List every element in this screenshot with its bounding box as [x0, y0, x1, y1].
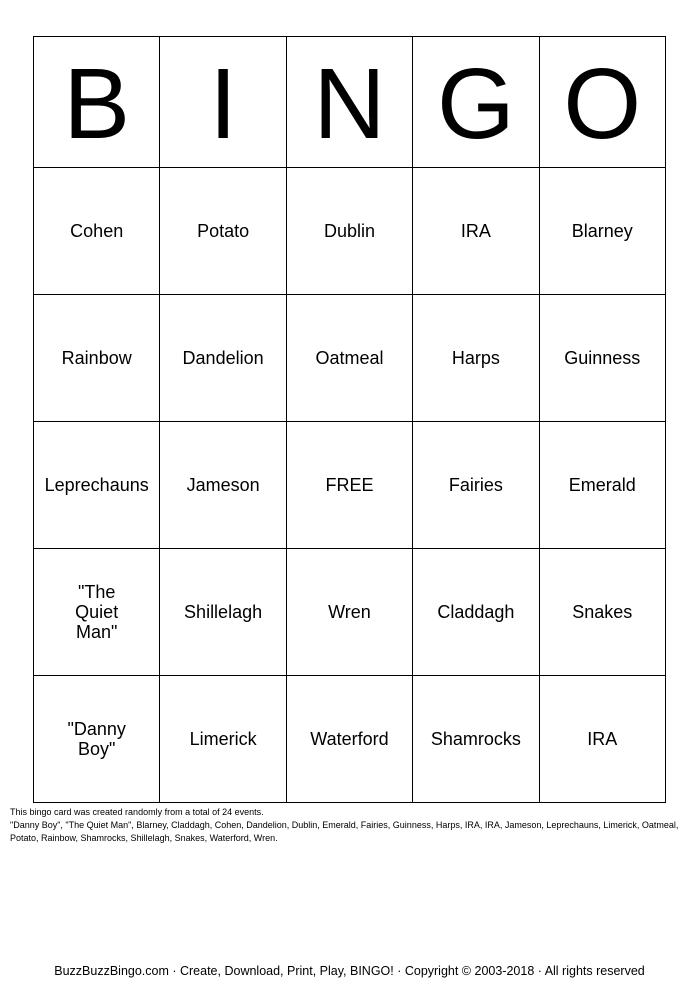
- bingo-cell: [286, 295, 412, 422]
- bingo-cell: [539, 422, 665, 549]
- bingo-cell: [539, 168, 665, 295]
- bingo-card: [33, 36, 666, 803]
- header-letter-i: I: [160, 37, 286, 168]
- cell-text: Wren: [328, 602, 371, 622]
- bingo-cell: [539, 549, 665, 676]
- bingo-row: [34, 422, 666, 549]
- cell-text: Waterford: [310, 729, 389, 749]
- bingo-cell: [160, 676, 286, 803]
- bingo-cell: [160, 295, 286, 422]
- bingo-row: [34, 295, 666, 422]
- bingo-cell: [160, 422, 286, 549]
- cell-text: Rainbow: [61, 348, 132, 368]
- bingo-cell: [160, 549, 286, 676]
- bingo-cell: [34, 422, 160, 549]
- cell-text: Emerald: [568, 475, 636, 495]
- bingo-cell: [413, 549, 539, 676]
- cell-text: Leprechauns: [44, 475, 149, 495]
- cell-text: Blarney: [571, 221, 633, 241]
- cell-text: Dandelion: [182, 348, 264, 368]
- bingo-cell: [286, 549, 412, 676]
- header-letter-b: B: [34, 37, 160, 168]
- bingo-cell: [34, 168, 160, 295]
- bingo-row: [34, 676, 666, 803]
- bingo-cell: [413, 422, 539, 549]
- cell-text: Limerick: [189, 729, 257, 749]
- cell-text: Jameson: [186, 475, 260, 495]
- cell-text: IRA: [460, 221, 491, 241]
- bingo-cell: [34, 549, 160, 676]
- bingo-cell: [34, 676, 160, 803]
- cell-text: Harps: [451, 348, 500, 368]
- cell-text: IRA: [587, 729, 618, 749]
- cell-text: Oatmeal: [315, 348, 384, 368]
- bingo-cell: [539, 676, 665, 803]
- bingo-cell: [160, 168, 286, 295]
- cell-text: Snakes: [572, 602, 633, 622]
- cell-text: Claddagh: [437, 602, 515, 622]
- card-info-event-list: "Danny Boy", "The Quiet Man", Blarney, Claddagh, Cohen, Dandelion, Dublin, Emerald, Fairies, Guinness, Harps, IRA, IRA, Jameson, Leprechauns, Limerick, Oatmeal, Potato, Rainbow, Shamrocks, Shillelagh, Snakes, Waterford, Wren.: [10, 820, 679, 843]
- bingo-cell: [413, 676, 539, 803]
- cell-text: Dublin: [323, 221, 375, 241]
- card-info: [10, 806, 690, 845]
- bingo-cell: [286, 168, 412, 295]
- bingo-cell: [34, 295, 160, 422]
- cell-text: Fairies: [448, 475, 503, 495]
- bingo-cell: [286, 676, 412, 803]
- bingo-cell: [413, 168, 539, 295]
- page-footer: BuzzBuzzBingo.com · Create, Download, Print, Play, BINGO! · Copyright © 2003-2018 · All rights reserved: [54, 964, 645, 978]
- header-letter-g: G: [413, 37, 539, 168]
- cell-text: Potato: [197, 221, 250, 241]
- header-letter-n: N: [286, 37, 412, 168]
- bingo-row: [34, 168, 666, 295]
- cell-text: "The Quiet Man": [75, 582, 119, 642]
- free-space-cell: [286, 422, 412, 549]
- cell-text: "Danny Boy": [67, 719, 126, 759]
- cell-text: Guinness: [564, 348, 641, 368]
- cell-text: FREE: [325, 475, 374, 495]
- bingo-cell: [539, 295, 665, 422]
- bingo-header-row: [34, 37, 666, 168]
- cell-text: Shamrocks: [430, 729, 521, 749]
- header-letter-o: O: [539, 37, 665, 168]
- bingo-cell: [413, 295, 539, 422]
- card-info-summary: This bingo card was created randomly from a total of 24 events.: [10, 807, 264, 817]
- cell-text: Cohen: [70, 221, 124, 241]
- bingo-row: [34, 549, 666, 676]
- cell-text: Shillelagh: [184, 602, 263, 622]
